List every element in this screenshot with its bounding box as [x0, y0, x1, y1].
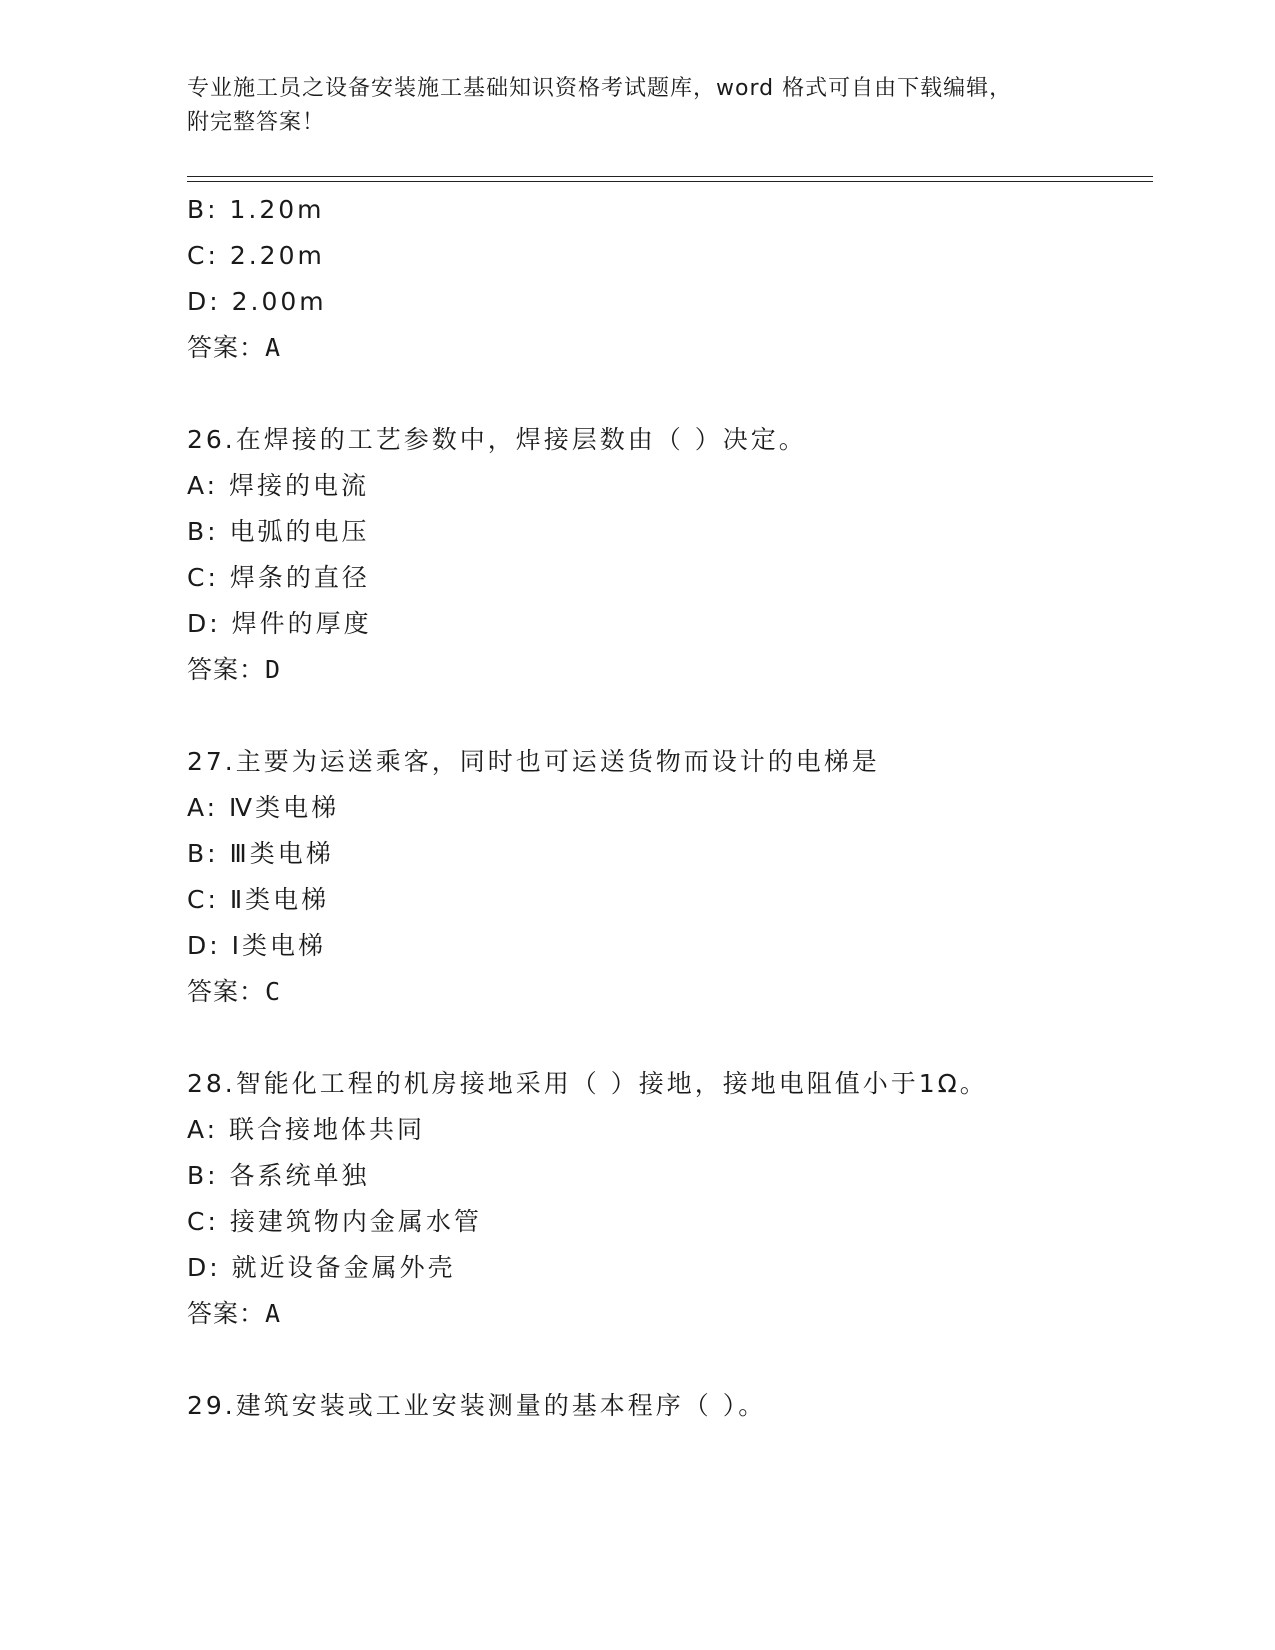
option-b: B: 1.20m — [187, 195, 325, 224]
option-b: B: Ⅲ类电梯 — [187, 839, 334, 868]
option-a: A: 焊接的电流 — [187, 471, 370, 500]
question-25-continued — [187, 187, 1153, 371]
header-divider-bottom — [187, 181, 1153, 182]
header-title-line-1: 专业施工员之设备安装施工基础知识资格考试题库，word 格式可自由下载编辑， — [187, 76, 1013, 101]
question-stem: 28.智能化工程的机房接地采用（ ）接地，接地电阻值小于1Ω。 — [187, 1069, 988, 1098]
question-29 — [187, 1383, 1153, 1429]
option-d: D: 焊件的厚度 — [187, 609, 372, 638]
option-b: B: 各系统单独 — [187, 1161, 370, 1190]
spacer — [187, 371, 1153, 417]
question-list — [187, 187, 1153, 1429]
option-c: C: 2.20m — [187, 241, 325, 270]
question-28 — [187, 1061, 1153, 1337]
option-a: A: 联合接地体共同 — [187, 1115, 426, 1144]
document-header — [187, 72, 1087, 140]
option-d: D: 就近设备金属外壳 — [187, 1253, 456, 1282]
answer-line: 答案：A — [187, 1299, 282, 1328]
option-a: A: Ⅳ类电梯 — [187, 793, 340, 822]
answer-line: 答案：D — [187, 655, 282, 684]
option-c: C: 焊条的直径 — [187, 563, 370, 592]
header-divider-top — [187, 176, 1153, 177]
answer-line: 答案：A — [187, 333, 282, 362]
option-c: C: Ⅱ类电梯 — [187, 885, 330, 914]
option-d: D: Ⅰ类电梯 — [187, 931, 326, 960]
spacer — [187, 1337, 1153, 1383]
header-title-line-2: 附完整答案！ — [187, 110, 326, 135]
question-26 — [187, 417, 1153, 693]
spacer — [187, 693, 1153, 739]
answer-line: 答案：C — [187, 977, 282, 1006]
option-b: B: 电弧的电压 — [187, 517, 370, 546]
question-27 — [187, 739, 1153, 1015]
question-stem: 27.主要为运送乘客，同时也可运送货物而设计的电梯是 — [187, 747, 880, 776]
option-d: D: 2.00m — [187, 287, 327, 316]
spacer — [187, 1015, 1153, 1061]
question-stem: 29.建筑安装或工业安装测量的基本程序（ ）。 — [187, 1391, 767, 1420]
option-c: C: 接建筑物内金属水管 — [187, 1207, 482, 1236]
question-stem: 26.在焊接的工艺参数中，焊接层数由（ ）决定。 — [187, 425, 807, 454]
